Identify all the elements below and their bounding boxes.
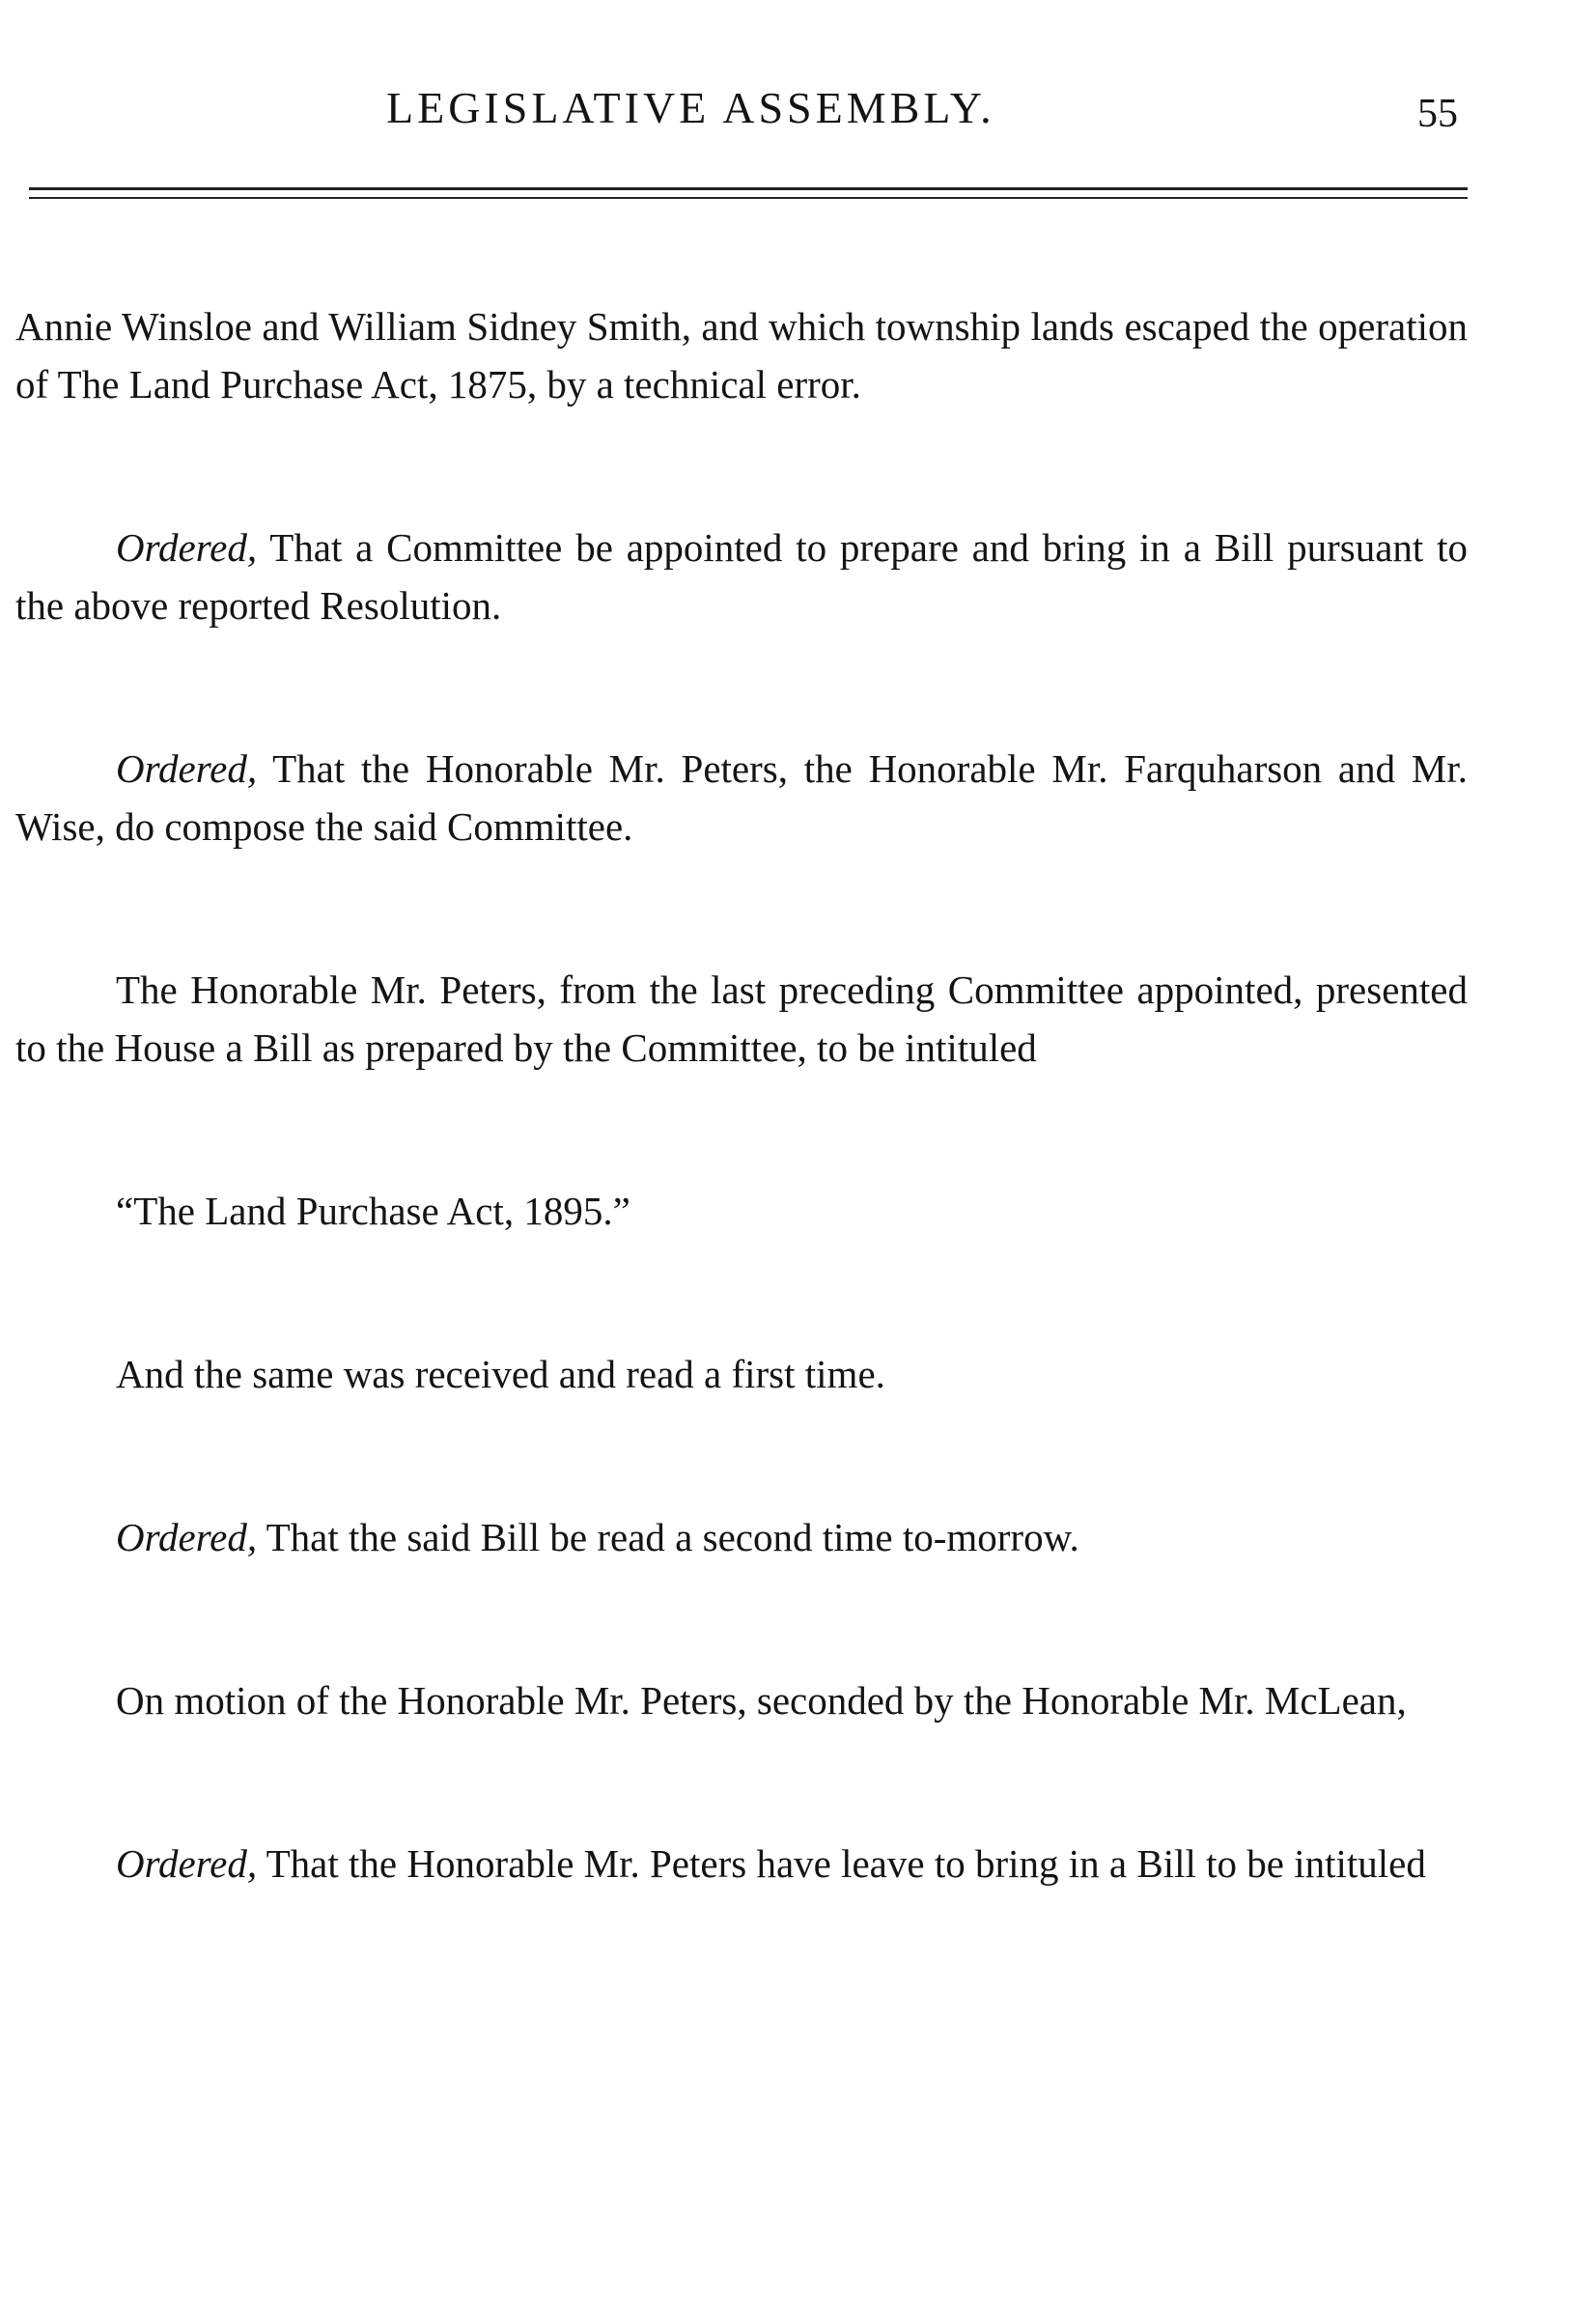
paragraph-text: And the same was received and read a first time. — [116, 1352, 885, 1396]
paragraph-bill-title — [15, 1182, 1468, 1240]
header-rule-bottom — [29, 197, 1468, 199]
paragraph-text: “The Land Purchase Act, 1895.” — [116, 1189, 630, 1233]
paragraph-lead: Ordered, — [116, 746, 258, 791]
paragraph-text: That the Honorable Mr. Peters have leave to bring in a Bill to be intituled — [257, 1841, 1426, 1886]
paragraph-text: The Honorable Mr. Peters, from the last preceding Committee appointed, presented to the House a Bill as prepared by the Committee, to be intituled — [15, 967, 1468, 1070]
paragraph-order-committee — [15, 519, 1468, 634]
header-rule-top — [29, 187, 1468, 190]
paragraph-first-reading — [15, 1345, 1468, 1403]
running-header — [0, 79, 1596, 137]
paragraph-order-composition — [15, 740, 1468, 855]
body-text — [15, 297, 1468, 1892]
paragraph-text: On motion of the Honorable Mr. Peters, seconded by the Honorable Mr. McLean, — [116, 1678, 1407, 1723]
paragraph-lead: Ordered, — [116, 1515, 258, 1559]
paragraph-order-leave — [15, 1835, 1468, 1892]
paragraph-text: That the said Bill be read a second time to-morrow. — [257, 1515, 1079, 1559]
paragraph-text: That the Honorable Mr. Peters, the Honorable Mr. Farquharson and Mr. Wise, do compose the said Committee. — [15, 746, 1468, 849]
paragraph-lead: Ordered, — [116, 525, 258, 570]
paragraph-text: Annie Winsloe and William Sidney Smith, and which township lands escaped the operation of The Land Purchase Act, 1875, by a technical error. — [15, 304, 1468, 407]
paragraph-continuation — [15, 297, 1468, 413]
paragraph-bill-presented — [15, 961, 1468, 1077]
paragraph-lead: Ordered, — [116, 1841, 258, 1886]
running-title: LEGISLATIVE ASSEMBLY. — [386, 83, 995, 132]
page-number: 55 — [1417, 92, 1458, 136]
paragraph-motion — [15, 1671, 1468, 1729]
paragraph-order-second-reading — [15, 1508, 1468, 1566]
paragraph-text: That a Committee be appointed to prepare and bring in a Bill pursuant to the above reported Resolution. — [15, 525, 1468, 628]
